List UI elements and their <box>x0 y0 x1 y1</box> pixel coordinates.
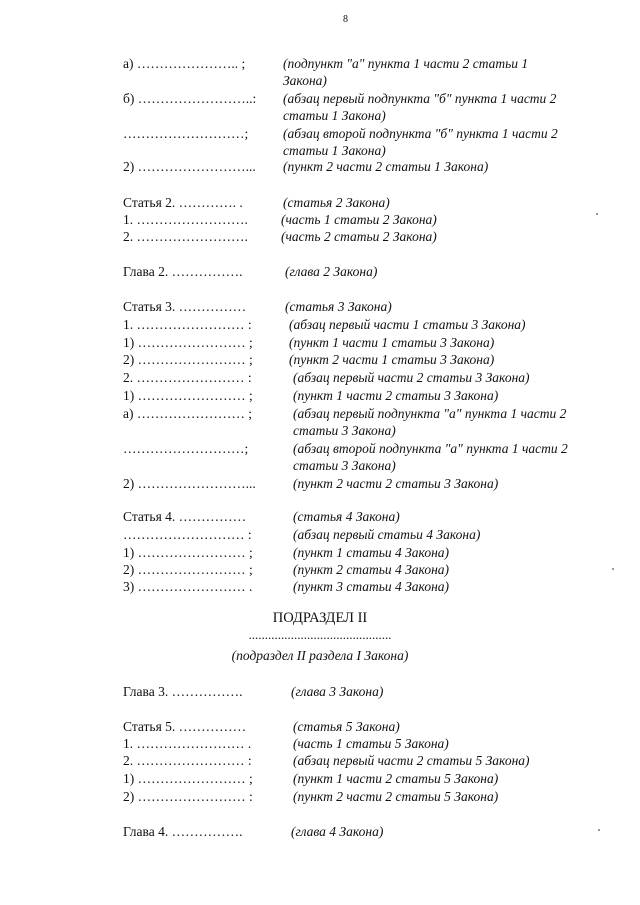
outline-item-label: 1. ……………………. <box>123 212 248 227</box>
scan-speck <box>598 829 600 831</box>
section-title: ПОДРАЗДЕЛ II <box>272 610 368 626</box>
outline-item-reference: (пункт 2 части 1 статьи 3 Закона) <box>289 352 495 367</box>
outline-row <box>123 770 603 787</box>
outline-item-label: 1) …………………… ; <box>123 545 253 560</box>
outline-row <box>123 718 603 735</box>
outline-row <box>123 228 603 245</box>
outline-item-reference: (абзац первый части 2 статьи 5 Закона) <box>293 753 530 768</box>
outline-row <box>123 526 603 543</box>
outline-row <box>123 369 603 386</box>
outline-item-reference-continued: статьи 3 Закона) <box>293 458 396 473</box>
outline-item-label: ……………………… : <box>123 527 252 542</box>
outline-row <box>123 735 603 752</box>
section-note: (подраздел II раздела I Закона) <box>231 648 409 663</box>
outline-item-reference: (глава 2 Закона) <box>285 264 378 279</box>
outline-item-reference: (глава 4 Закона) <box>291 824 384 839</box>
outline-item-reference: (статья 2 Закона) <box>283 195 390 210</box>
outline-item-reference: (пункт 1 части 2 статьи 5 Закона) <box>293 771 499 786</box>
page-number: 8 <box>343 14 348 25</box>
outline-item-reference: (пункт 3 статьи 4 Закона) <box>293 579 450 594</box>
outline-item-label: Статья 5. …………… <box>123 719 247 734</box>
outline-item-label: Глава 4. ……………. <box>123 824 243 839</box>
outline-item-label: 2. …………………… : <box>123 753 252 768</box>
outline-row <box>123 508 603 525</box>
outline-item-reference-continued: статьи 1 Закона) <box>283 143 386 158</box>
outline-row <box>123 351 603 368</box>
section-dots: ............................................ <box>248 627 392 642</box>
outline-row <box>123 194 603 211</box>
outline-item-reference: (абзац первый статьи 4 Закона) <box>293 527 481 542</box>
outline-row <box>123 55 603 88</box>
outline-row <box>123 823 603 840</box>
outline-item-label: Статья 3. …………… <box>123 299 247 314</box>
outline-item-reference: (абзац второй подпункта "а" пункта 1 части 2 <box>293 441 568 456</box>
outline-item-label: 1. …………………… : <box>123 317 252 332</box>
outline-row <box>123 544 603 561</box>
outline-item-label: 1. …………………… . <box>123 736 252 751</box>
outline-item-label: б) ……………………..: <box>123 91 257 106</box>
outline-item-label: ………………………; <box>123 126 249 141</box>
outline-row <box>123 298 603 315</box>
outline-item-label: 2. ……………………. <box>123 229 248 244</box>
outline-row <box>123 788 603 805</box>
outline-row <box>123 561 603 578</box>
outline-row <box>123 158 603 175</box>
outline-item-reference: (абзац первый подпункта "б" пункта 1 части 2 <box>283 91 557 106</box>
outline-item-reference-continued: статьи 1 Закона) <box>283 108 386 123</box>
outline-item-label: 1) …………………… ; <box>123 771 253 786</box>
outline-item-reference: (пункт 2 части 2 статьи 1 Закона) <box>283 159 489 174</box>
outline-row <box>123 405 603 438</box>
outline-row <box>123 125 603 158</box>
outline-row <box>123 90 603 123</box>
outline-item-reference: (пункт 1 статьи 4 Закона) <box>293 545 450 560</box>
outline-item-label: Глава 2. ……………. <box>123 264 243 279</box>
scan-speck <box>612 568 614 570</box>
outline-item-reference: (подпункт "а" пункта 1 части 2 статьи 1 <box>283 56 529 71</box>
outline-item-reference: (пункт 2 части 2 статьи 5 Закона) <box>293 789 499 804</box>
outline-item-reference: (пункт 2 части 2 статьи 3 Закона) <box>293 476 499 491</box>
outline-item-label: а) …………………… ; <box>123 406 252 421</box>
outline-row <box>123 440 603 473</box>
outline-item-reference: (часть 1 статьи 5 Закона) <box>293 736 449 751</box>
outline-item-reference: (статья 3 Закона) <box>285 299 392 314</box>
outline-item-reference-continued: Закона) <box>283 73 327 88</box>
outline-item-label: Статья 4. …………… <box>123 509 247 524</box>
outline-item-label: 1) …………………… ; <box>123 335 253 350</box>
outline-row <box>123 316 603 333</box>
outline-item-reference: (абзац первый части 1 статьи 3 Закона) <box>289 317 526 332</box>
outline-row <box>123 334 603 351</box>
outline-item-reference: (пункт 2 статьи 4 Закона) <box>293 562 450 577</box>
outline-item-label: 2) …………………… ; <box>123 562 253 577</box>
outline-row <box>123 475 603 492</box>
outline-item-reference: (абзац первый подпункта "а" пункта 1 части 2 <box>293 406 567 421</box>
outline-item-label: 1) …………………… ; <box>123 388 253 403</box>
outline-item-label: а) ………………….. ; <box>123 56 246 71</box>
outline-item-reference: (статья 4 Закона) <box>293 509 400 524</box>
outline-item-label: 2) ……………………... <box>123 476 256 491</box>
outline-item-reference: (статья 5 Закона) <box>293 719 400 734</box>
outline-item-reference: (часть 2 статьи 2 Закона) <box>281 229 437 244</box>
outline-item-label: Глава 3. ……………. <box>123 684 243 699</box>
outline-row <box>123 683 603 700</box>
outline-item-reference: (глава 3 Закона) <box>291 684 384 699</box>
outline-item-reference: (абзац второй подпункта "б" пункта 1 части 2 <box>283 126 558 141</box>
outline-row <box>123 211 603 228</box>
outline-item-reference: (пункт 1 части 1 статьи 3 Закона) <box>289 335 495 350</box>
outline-row <box>123 387 603 404</box>
outline-item-label: 2) …………………… ; <box>123 352 253 367</box>
outline-item-reference: (абзац первый части 2 статьи 3 Закона) <box>293 370 530 385</box>
outline-item-reference-continued: статьи 3 Закона) <box>293 423 396 438</box>
outline-row <box>123 578 603 595</box>
outline-item-reference: (пункт 1 части 2 статьи 3 Закона) <box>293 388 499 403</box>
outline-item-label: 2) …………………… : <box>123 789 253 804</box>
outline-item-reference: (часть 1 статьи 2 Закона) <box>281 212 437 227</box>
outline-item-label: 3) …………………… . <box>123 579 253 594</box>
outline-row <box>123 752 603 769</box>
outline-item-label: 2) ……………………... <box>123 159 256 174</box>
outline-item-label: ………………………; <box>123 441 249 456</box>
outline-item-label: 2. …………………… : <box>123 370 252 385</box>
outline-row <box>123 263 603 280</box>
outline-item-label: Статья 2. …………. . <box>123 195 243 210</box>
scan-speck <box>596 213 598 215</box>
